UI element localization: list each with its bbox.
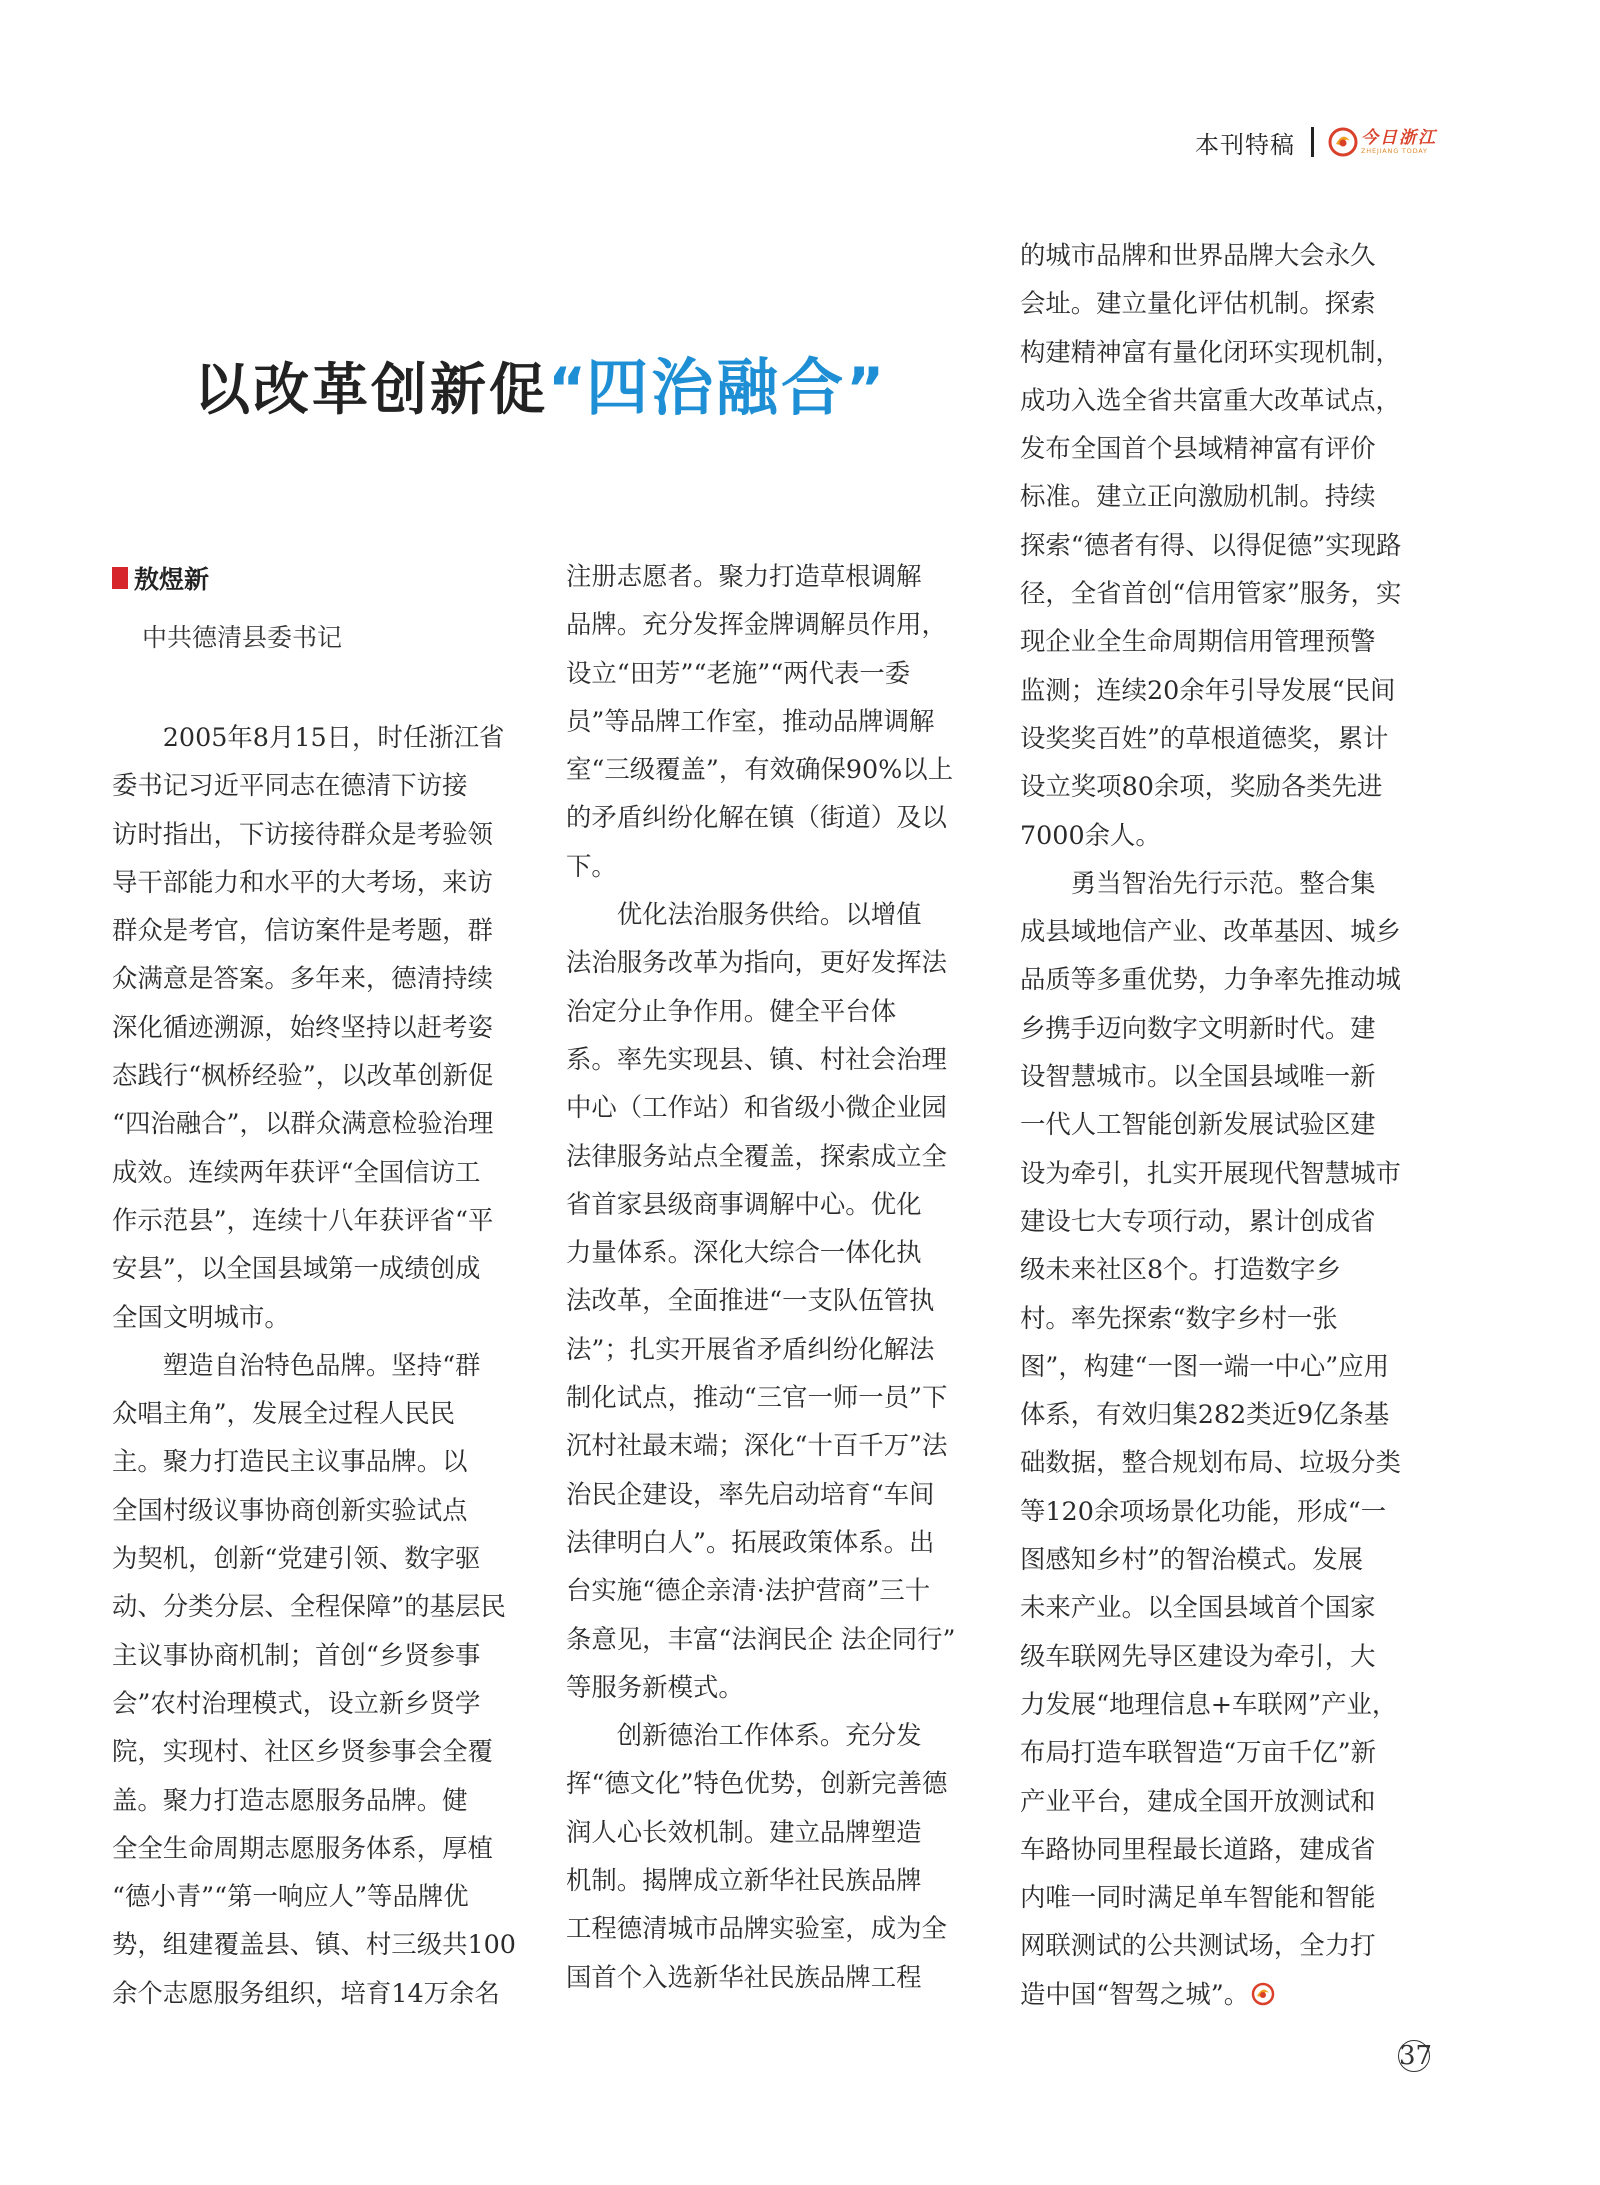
text-line: 室“三级覆盖”，有效确保90%以上 bbox=[566, 754, 954, 785]
text-line: 全全生命周期志愿服务体系，厚植 bbox=[112, 1832, 493, 1863]
text-line: 设立“田芳”“老施”“两代表一委 bbox=[566, 657, 911, 688]
text-line: 产业平台，建成全国开放测试和 bbox=[1020, 1785, 1376, 1816]
title-open-quote: “ bbox=[548, 355, 587, 423]
text-line: 法律服务站点全覆盖，探索成立全 bbox=[566, 1140, 947, 1171]
text-line: 国首个入选新华社民族品牌工程 bbox=[566, 1961, 922, 1992]
text-line: 内唯一同时满足单车智能和智能 bbox=[1020, 1882, 1376, 1913]
author-marker bbox=[112, 567, 128, 589]
text-line: 注册志愿者。聚力打造草根调解 bbox=[566, 561, 922, 591]
text-line: 访时指出，下访接待群众是考验领 bbox=[112, 818, 493, 849]
text-line: 条意见，丰富“法润民企 法企同行” bbox=[566, 1623, 956, 1654]
text-line: 标准。建立正向激励机制。持续 bbox=[1020, 481, 1376, 512]
text-line: 系。率先实现县、镇、村社会治理 bbox=[566, 1043, 947, 1074]
magazine-logo bbox=[1328, 127, 1437, 157]
text-line: 优化法治服务供给。以增值 bbox=[566, 899, 922, 930]
text-line: 委书记习近平同志在德清下访接 bbox=[112, 770, 468, 801]
logo-chinese-text: 今日浙江 bbox=[1361, 128, 1437, 148]
text-line: 余个志愿服务组织，培育14万余名 bbox=[112, 1977, 500, 2008]
text-line: 下。 bbox=[566, 850, 617, 881]
text-line: “四治融合”，以群众满意检验治理 bbox=[112, 1108, 494, 1139]
text-line: 2005年8月15日，时任浙江省 bbox=[112, 722, 505, 752]
page-header bbox=[1195, 122, 1437, 162]
text-line: 全国村级议事协商创新实验试点 bbox=[112, 1494, 468, 1525]
text-line: 会址。建立量化评估机制。探索 bbox=[1020, 288, 1376, 319]
text-line: 村。率先探索“数字乡村一张 bbox=[1020, 1302, 1338, 1333]
text-line: 制化试点，推动“三官一师一员”下 bbox=[566, 1382, 948, 1413]
text-line: 级未来社区8个。打造数字乡 bbox=[1020, 1254, 1341, 1285]
text-line: 全国文明城市。 bbox=[112, 1301, 290, 1332]
text-line: 乡携手迈向数字文明新时代。建 bbox=[1020, 1012, 1376, 1043]
text-line: 图”，构建“一图一端一中心”应用 bbox=[1020, 1350, 1390, 1381]
text-line: 法”；扎实开展省矛盾纠纷化解法 bbox=[566, 1333, 935, 1364]
text-line: 众唱主角”，发展全过程人民民 bbox=[112, 1398, 456, 1429]
text-line: 成功入选全省共富重大改革试点， bbox=[1020, 384, 1401, 415]
text-line: 作示范县”，连续十八年获评省“平 bbox=[112, 1204, 494, 1235]
text-line: 等服务新模式。 bbox=[566, 1671, 744, 1702]
text-line: 工程德清城市品牌实验室，成为全 bbox=[566, 1913, 947, 1944]
text-line: 勇当智治先行示范。整合集 bbox=[1020, 867, 1376, 898]
text-line: 成县域地信产业、改革基因、城乡 bbox=[1020, 916, 1401, 947]
text-line: 安县”，以全国县域第一成绩创成 bbox=[112, 1253, 481, 1284]
text-line: 未来产业。以全国县域首个国家 bbox=[1020, 1592, 1376, 1623]
author-name: 敖煜新 bbox=[134, 565, 210, 594]
text-line: 法改革，全面推进“一支队伍管执 bbox=[566, 1285, 935, 1316]
section-label: 本刊特稿 bbox=[1195, 130, 1295, 159]
text-line: 网联测试的公共测试场，全力打 bbox=[1020, 1930, 1376, 1961]
text-line: 沉村社最末端；深化“十百千万”法 bbox=[566, 1430, 948, 1461]
text-line: 级车联网先导区建设为牵引，大 bbox=[1020, 1640, 1376, 1671]
text-line: 省首家县级商事调解中心。优化 bbox=[566, 1188, 922, 1219]
text-line: 群众是考官，信访案件是考题，群 bbox=[112, 915, 493, 946]
text-line: 车路协同里程最长道路，建成省 bbox=[1020, 1833, 1376, 1864]
text-line: 品质等多重优势，力争率先推动城 bbox=[1020, 964, 1401, 995]
article-title bbox=[194, 338, 884, 427]
text-line: 设立奖项80余项，奖励各类先进 bbox=[1020, 771, 1383, 802]
text-line: 品牌。充分发挥金牌调解员作用， bbox=[566, 609, 947, 640]
text-line: 法律明白人”。拓展政策体系。出 bbox=[566, 1526, 935, 1557]
text-line: 构建精神富有量化闭环实现机制， bbox=[1020, 336, 1401, 367]
end-mark-icon bbox=[1251, 1982, 1275, 2006]
text-line: 态践行“枫桥经验”，以改革创新促 bbox=[112, 1060, 494, 1091]
logo-english-text: ZHEJIANG TODAY bbox=[1361, 147, 1428, 155]
text-line: “德小青”“第一响应人”等品牌优 bbox=[112, 1881, 469, 1912]
text-line: 探索“德者有得、以得促德”实现路 bbox=[1020, 529, 1402, 560]
title-close-quote: ” bbox=[846, 355, 885, 423]
text-line: 建设七大专项行动，累计创成省 bbox=[1020, 1205, 1376, 1236]
text-line: 体系，有效归集282类近9亿条基 bbox=[1020, 1399, 1390, 1430]
text-line: 深化循迹溯源，始终坚持以赶考姿 bbox=[112, 1011, 493, 1042]
text-line: 动、分类分层、全程保障”的基层民 bbox=[112, 1591, 506, 1622]
text-line: 盖。聚力打造志愿服务品牌。健 bbox=[112, 1784, 468, 1815]
text-line: 员”等品牌工作室，推动品牌调解 bbox=[566, 705, 935, 736]
author-role: 中共德清县委书记 bbox=[142, 623, 343, 652]
text-line: 的矛盾纠纷化解在镇（街道）及以 bbox=[566, 802, 947, 833]
text-line: 设奖奖百姓”的草根道德奖，累计 bbox=[1020, 722, 1389, 753]
text-column-3 bbox=[1020, 231, 1442, 2018]
text-line: 一代人工智能创新发展试验区建 bbox=[1020, 1109, 1376, 1140]
text-line: 会”农村治理模式，设立新乡贤学 bbox=[112, 1687, 481, 1718]
text-line: 成效。连续两年获评“全国信访工 bbox=[112, 1156, 481, 1187]
text-line: 图感知乡村”的智治模式。发展 bbox=[1020, 1544, 1364, 1575]
text-line: 主。聚力打造民主议事品牌。以 bbox=[112, 1446, 468, 1477]
text-line: 机制。揭牌成立新华社民族品牌 bbox=[566, 1865, 922, 1896]
text-line: 现企业全生命周期信用管理预警 bbox=[1020, 626, 1376, 657]
text-line: 润人心长效机制。建立品牌塑造 bbox=[566, 1816, 922, 1847]
author-byline bbox=[112, 560, 209, 596]
text-line: 础数据，整合规划布局、垃圾分类 bbox=[1020, 1447, 1401, 1478]
text-line: 主议事协商机制；首创“乡贤参事 bbox=[112, 1639, 481, 1670]
text-column-2 bbox=[566, 552, 988, 2001]
text-line: 7000余人。 bbox=[1020, 819, 1161, 850]
text-line: 设智慧城市。以全国县域唯一新 bbox=[1020, 1061, 1376, 1092]
text-line: 径，全省首创“信用管家”服务，实 bbox=[1020, 578, 1402, 609]
text-line: 力量体系。深化大综合一体化执 bbox=[566, 1237, 922, 1268]
title-prefix: 以改革创新促 bbox=[194, 357, 548, 423]
text-line: 治定分止争作用。健全平台体 bbox=[566, 995, 897, 1026]
page-number: 37 bbox=[1399, 2041, 1433, 2071]
text-line: 塑造自治特色品牌。坚持“群 bbox=[112, 1349, 481, 1380]
text-line: 发布全国首个县域精神富有评价 bbox=[1020, 433, 1376, 464]
text-line: 势，组建覆盖县、镇、村三级共100 bbox=[112, 1929, 516, 1960]
text-line: 力发展“地理信息+车联网”产业， bbox=[1020, 1688, 1398, 1719]
text-column-1 bbox=[112, 713, 534, 2017]
text-line: 设为牵引，扎实开展现代智慧城市 bbox=[1020, 1157, 1401, 1188]
title-highlight: 四治融合 bbox=[586, 351, 847, 424]
text-line: 治民企建设，率先启动培育“车间 bbox=[566, 1478, 935, 1509]
text-line: 院，实现村、社区乡贤参事会全覆 bbox=[112, 1736, 493, 1767]
header-divider bbox=[1311, 127, 1314, 157]
text-line: 台实施“德企亲清·法护营商”三十 bbox=[566, 1575, 931, 1606]
text-line: 监测；连续20余年引导发展“民间 bbox=[1020, 674, 1396, 705]
text-line: 布局打造车联智造“万亩千亿”新 bbox=[1020, 1737, 1377, 1768]
text-line: 中心（工作站）和省级小微企业园 bbox=[566, 1092, 947, 1123]
logo-swirl-icon bbox=[1328, 127, 1358, 157]
text-line: 众满意是答案。多年来，德清持续 bbox=[112, 963, 493, 994]
text-line: 为契机，创新“党建引领、数字驱 bbox=[112, 1543, 481, 1574]
text-line: 创新德治工作体系。充分发 bbox=[566, 1720, 922, 1751]
text-line: 法治服务改革为指向，更好发挥法 bbox=[566, 947, 947, 978]
text-line: 等120余项场景化功能，形成“一 bbox=[1020, 1495, 1387, 1526]
text-line: 挥“德文化”特色优势，创新完善德 bbox=[566, 1768, 948, 1799]
text-line: 导干部能力和水平的大考场，来访 bbox=[112, 866, 493, 897]
text-line: 的城市品牌和世界品牌大会永久 bbox=[1020, 240, 1376, 270]
text-line: 造中国“智驾之城”。 bbox=[1020, 1970, 1442, 2018]
